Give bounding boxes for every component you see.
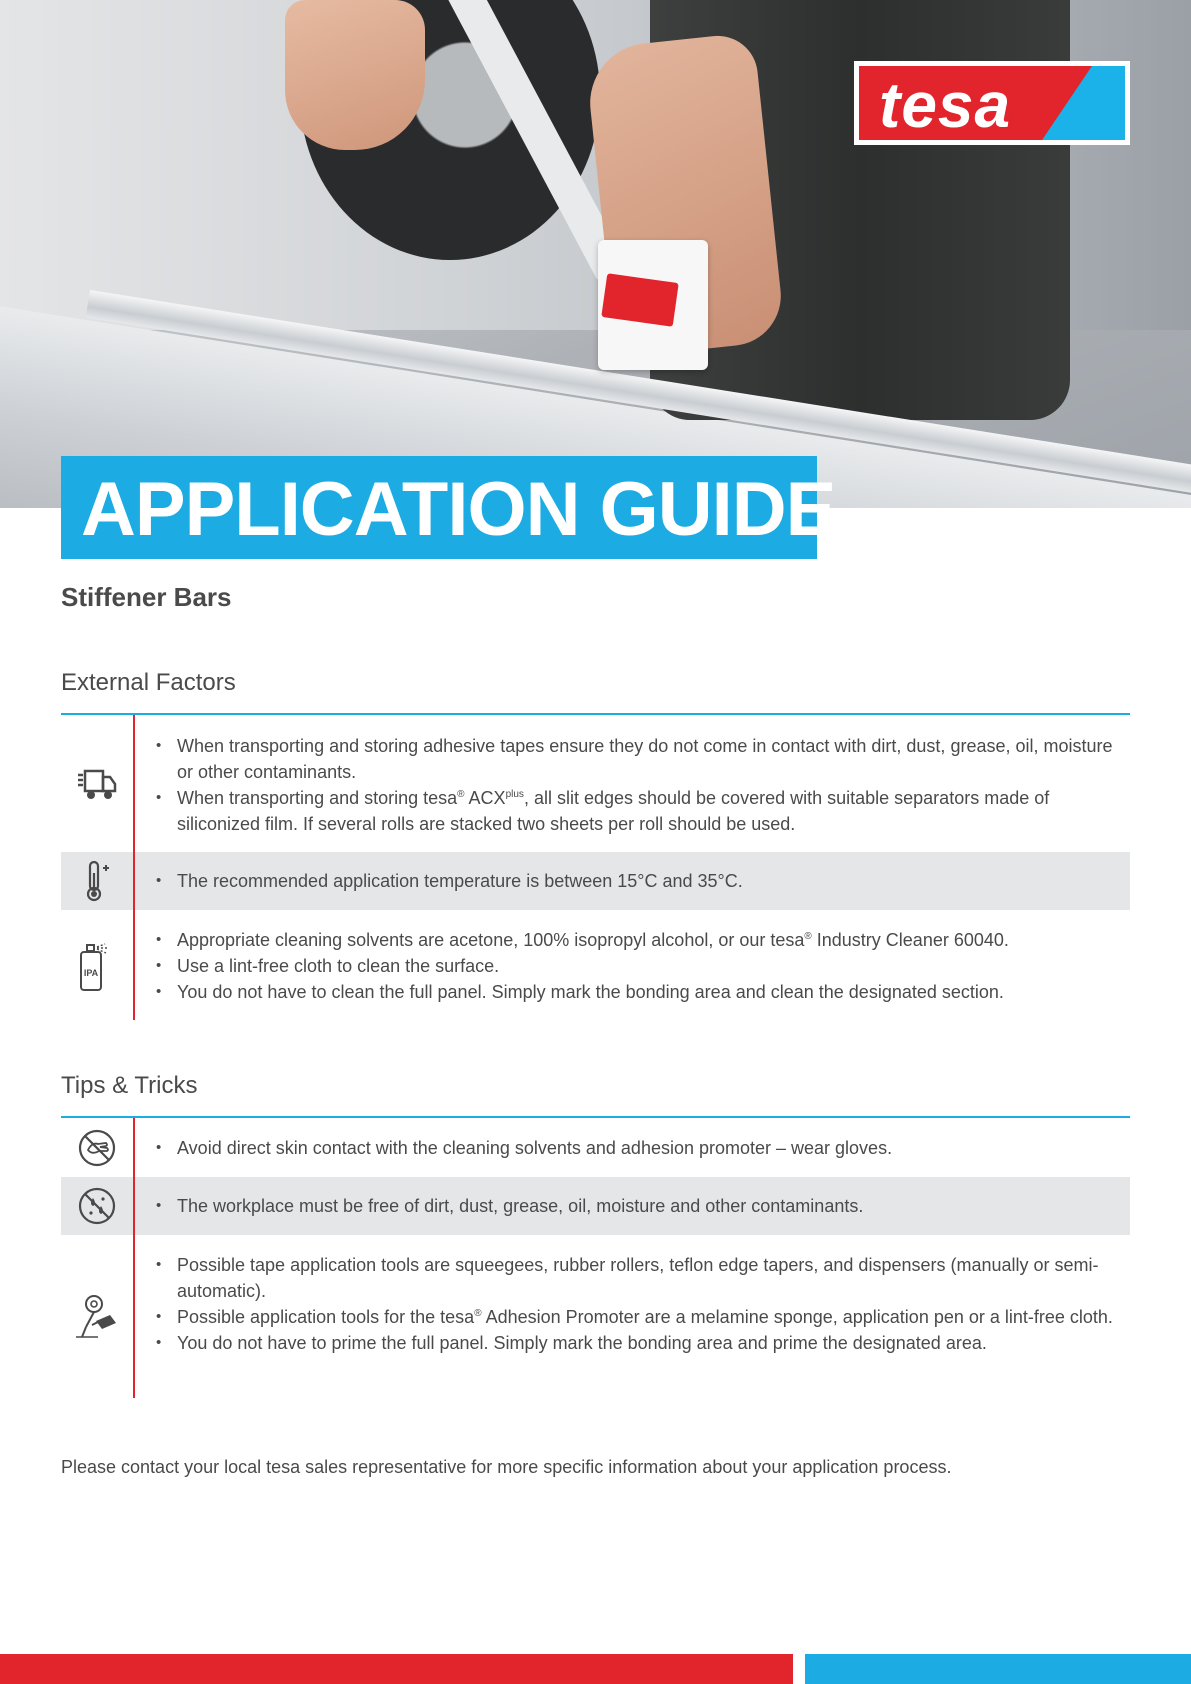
list-item: • Possible application tools for the tesa® Adhesion Promoter are a melamine sponge, application pen or a lint-free cloth. xyxy=(177,1304,1120,1330)
tips-row-tools xyxy=(61,1235,1130,1397)
external-row-cleaning xyxy=(61,910,1130,1022)
list-item: • The recommended application temperature is between 15°C and 35°C. xyxy=(177,868,1120,894)
footer-band-red xyxy=(0,1654,793,1684)
tesa-logo xyxy=(854,61,1130,145)
logo-wordmark: tesa xyxy=(879,69,1012,140)
no-hand-contact-icon xyxy=(61,1118,133,1177)
list-item: • When transporting and storing tesa® $ACX^{plus}$, all slit edges should be covered with suitable separators made of siliconized film. If several rolls are stacked two sheets per roll should be used. xyxy=(177,785,1120,837)
footer-band-blue xyxy=(805,1654,1191,1684)
application-tools-icon xyxy=(61,1235,133,1397)
tips-row-workplace xyxy=(61,1177,1130,1235)
section-divider-line xyxy=(133,1118,135,1398)
page-subtitle: Stiffener Bars xyxy=(61,582,232,612)
external-row-transport xyxy=(61,715,1130,852)
list-item: • Appropriate cleaning solvents are acetone, 100% isopropyl alcohol, or our tesa® Industry Cleaner 60040. xyxy=(177,927,1120,953)
list-item: • Avoid direct skin contact with the cleaning solvents and adhesion promoter – wear gloves. xyxy=(177,1135,1120,1161)
list-item: • You do not have to clean the full panel. Simply mark the bonding area and clean the designated section. xyxy=(177,979,1120,1005)
thermometer-icon xyxy=(61,852,133,910)
list-item: • You do not have to prime the full panel. Simply mark the bonding area and prime the designated area. xyxy=(177,1330,1120,1356)
ipa-icon-label: IPA xyxy=(83,968,99,978)
list-item: • The workplace must be free of dirt, dust, grease, oil, moisture and other contaminants. xyxy=(177,1193,1120,1219)
contact-note: Please contact your local tesa sales representative for more specific information about your application process. xyxy=(61,1457,952,1477)
list-item: • Use a lint-free cloth to clean the surface. xyxy=(177,953,1120,979)
list-item: • When transporting and storing adhesive tapes ensure they do not come in contact with dirt, dust, grease, oil, moisture or other contaminants. xyxy=(177,733,1120,785)
section-divider-line xyxy=(133,715,135,1020)
external-row-temperature xyxy=(61,852,1130,910)
page-title: APPLICATION GUIDE xyxy=(81,467,836,552)
no-contaminants-icon xyxy=(61,1177,133,1235)
tips-row-gloves xyxy=(61,1118,1130,1177)
section-title-external-factors: External Factors xyxy=(61,669,236,696)
list-item: • Possible tape application tools are squeegees, rubber rollers, teflon edge tapers, and dispensers (manually or semi-automatic). xyxy=(177,1252,1120,1304)
section-title-tips-tricks: Tips & Tricks xyxy=(61,1072,198,1099)
truck-icon xyxy=(61,715,133,852)
ipa-spray-icon xyxy=(61,910,133,1022)
title-banner xyxy=(61,456,836,559)
